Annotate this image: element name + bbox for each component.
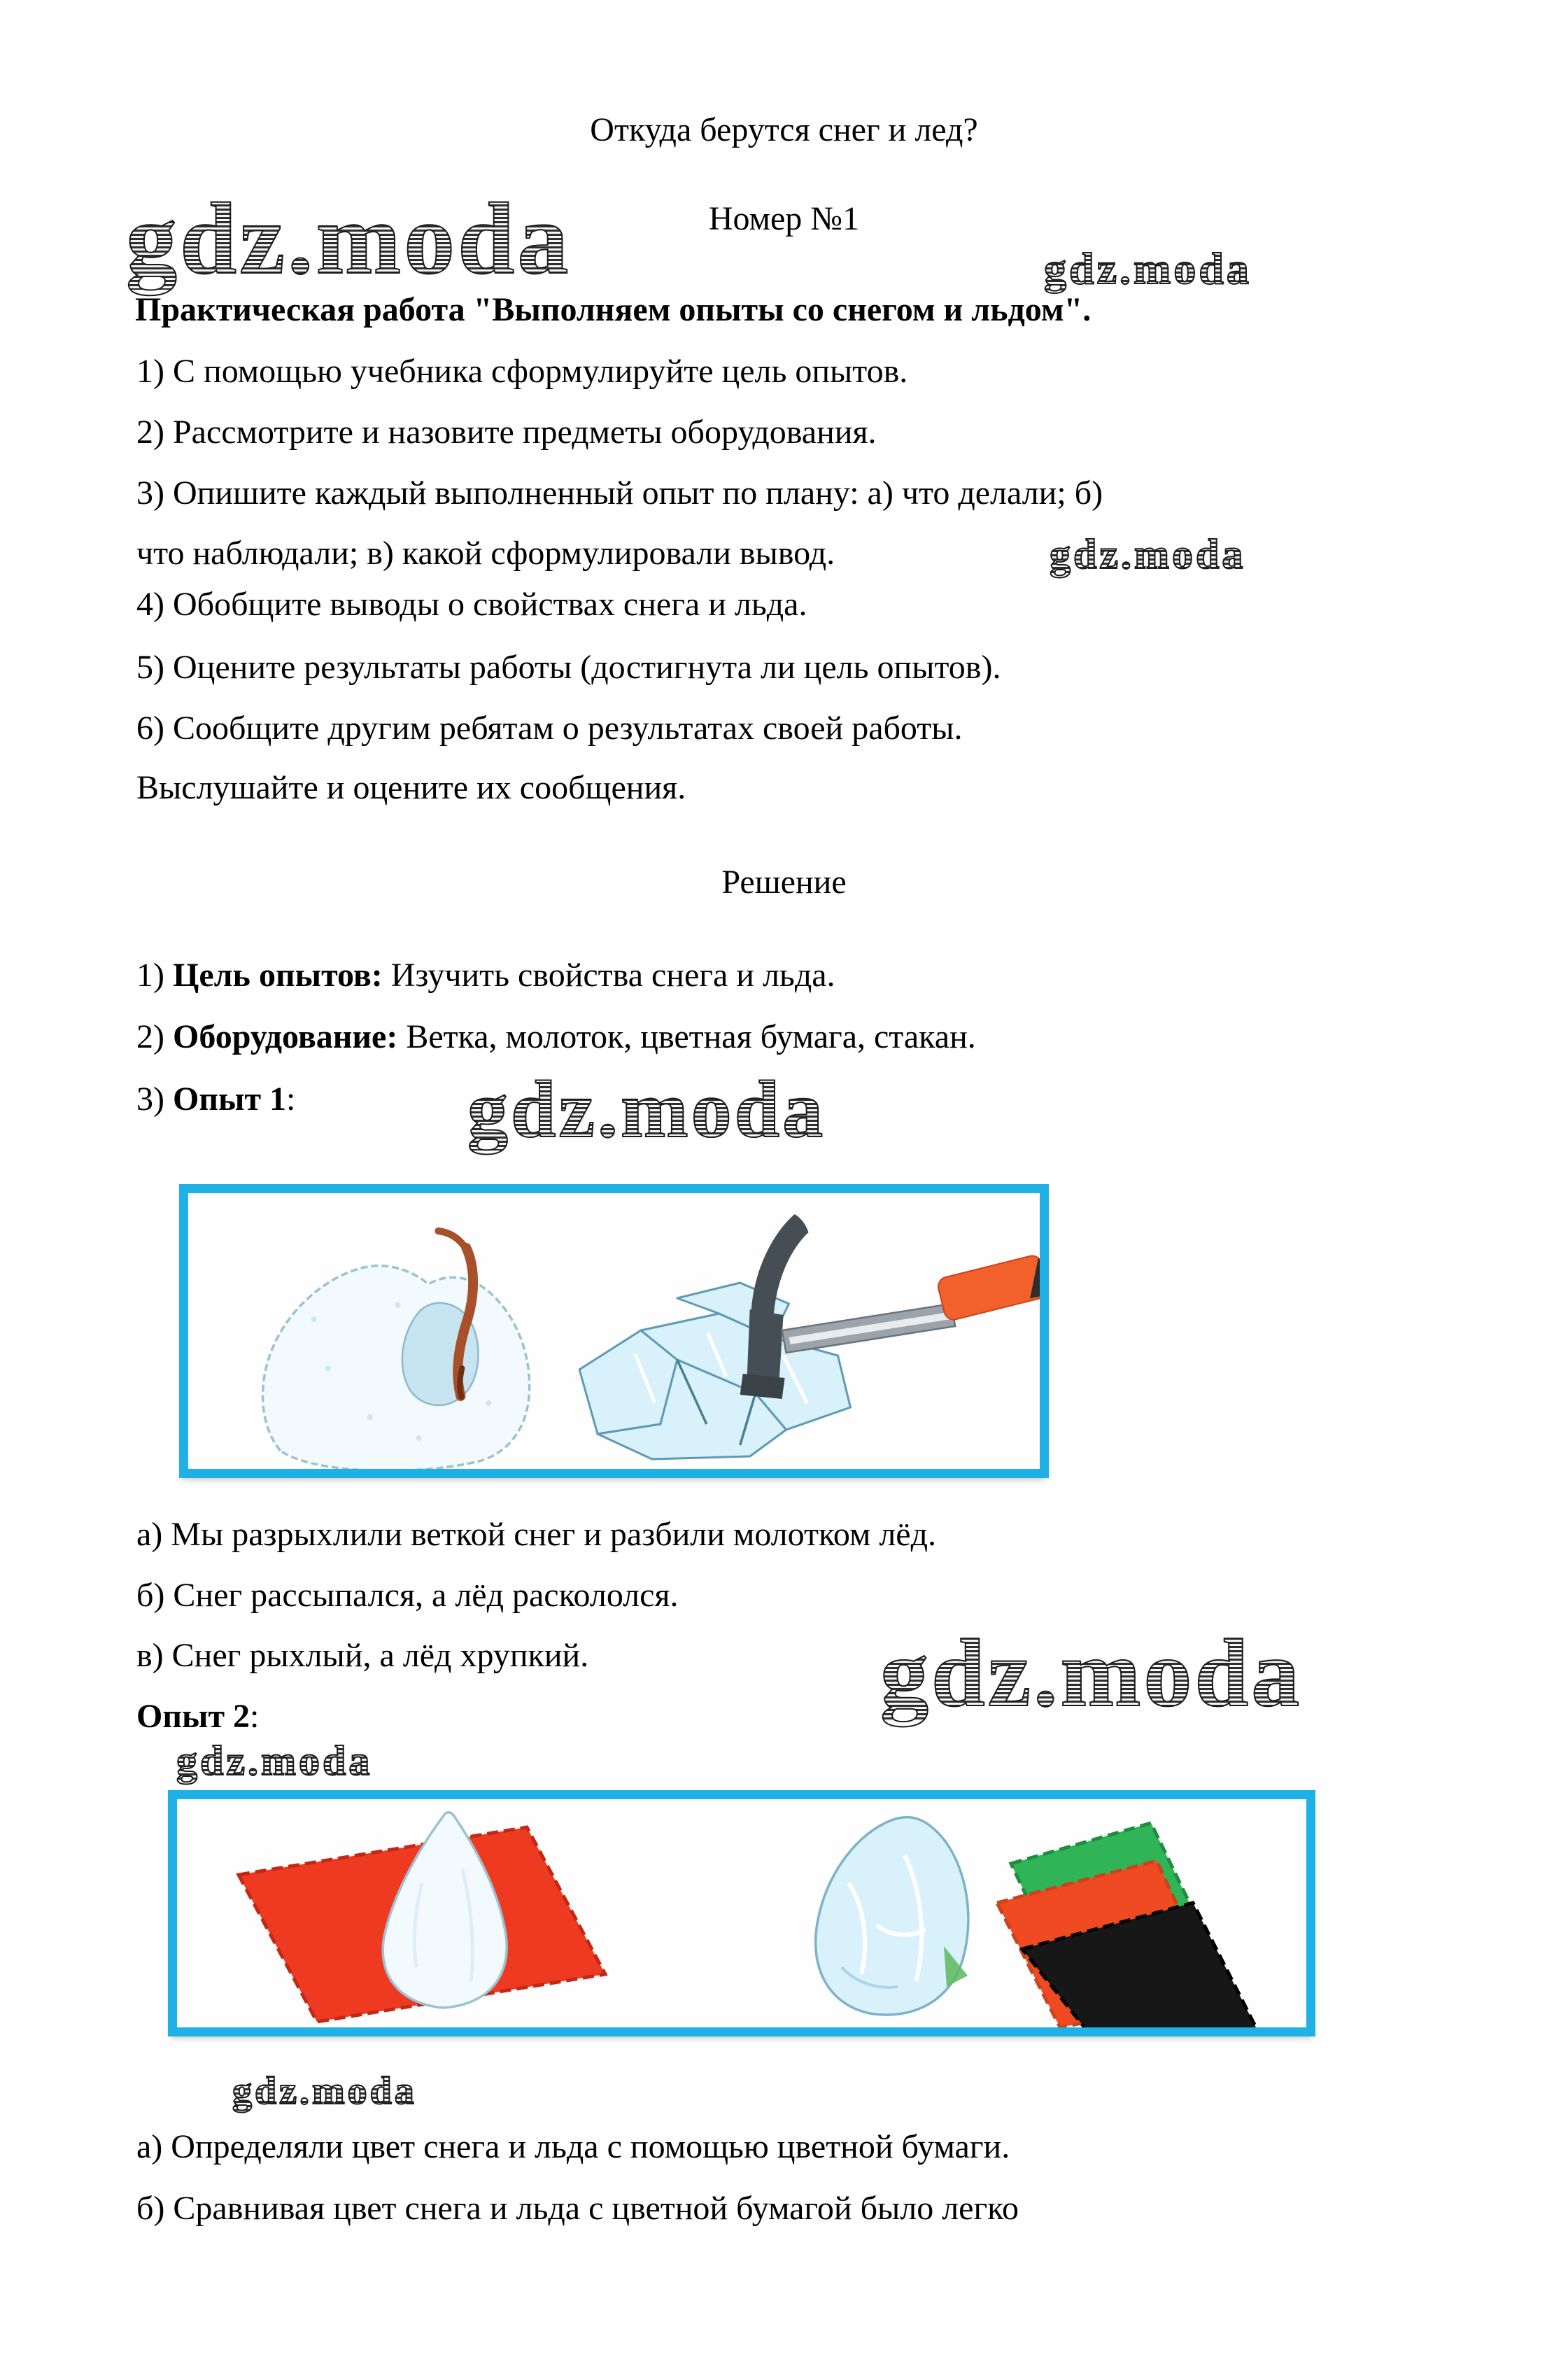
result-line: б) Сравнивая цвет снега и льда с цветной бумагой было легко xyxy=(136,2190,1019,2227)
task-line: 4) Обобщите выводы о свойствах снега и льда. xyxy=(136,586,807,623)
result-line: а) Определяли цвет снега и льда с помощью цветной бумаги. xyxy=(136,2128,1010,2165)
experiment-2-illustration xyxy=(177,1799,1306,2027)
ice-blocks-illustration xyxy=(579,1283,850,1459)
equipment-label: Оборудование: xyxy=(172,1018,398,1055)
watermark-text: gdz.moda xyxy=(1050,531,1246,577)
goal-text: Изучить свойства снега и льда. xyxy=(382,957,835,994)
figure-experiment-1 xyxy=(179,1184,1049,1478)
watermark-text: gdz.moda xyxy=(126,182,572,295)
task-line: 2) Рассмотрите и назовите предметы оборудования. xyxy=(136,414,877,451)
task-line: Выслушайте и оцените их сообщения. xyxy=(136,769,686,806)
experiment-2-heading xyxy=(136,1697,259,1736)
solution-heading: Решение xyxy=(721,864,847,901)
item-number: 3) xyxy=(136,1081,173,1118)
item-number: 2) xyxy=(136,1018,173,1055)
equipment-text: Ветка, молоток, цветная бумага, стакан. xyxy=(397,1018,976,1055)
number-heading: Номер №1 xyxy=(708,200,860,237)
experiment-1-illustration xyxy=(188,1193,1040,1469)
task-line: что наблюдали; в) какой сформулировали вывод. xyxy=(136,535,835,572)
result-line: а) Мы разрыхлили веткой снег и разбили молотком лёд. xyxy=(136,1516,936,1553)
ice-chunk-illustration xyxy=(816,1817,968,2015)
solution-goal-line xyxy=(136,956,835,994)
figure-experiment-2 xyxy=(168,1790,1315,2036)
task-line: 6) Сообщите другим ребятам о результатах своей работы. xyxy=(136,710,963,747)
task-line: 5) Оцените результаты работы (достигнута ли цель опытов). xyxy=(136,649,1001,686)
watermark-text: gdz.moda xyxy=(232,2069,417,2113)
page-title: Откуда берутся снег и лед? xyxy=(590,111,978,148)
colon: : xyxy=(286,1081,296,1118)
item-number: 1) xyxy=(136,957,173,994)
watermark-text: gdz.moda xyxy=(176,1738,373,1784)
watermark-text: gdz.moda xyxy=(880,1619,1303,1726)
experiment-1-heading xyxy=(136,1080,295,1118)
task-line: 3) Опишите каждый выполненный опыт по плану: а) что делали; б) xyxy=(136,474,1103,512)
colon: : xyxy=(250,1698,260,1735)
watermark-text: gdz.moda xyxy=(467,1065,826,1155)
snow-pile-illustration xyxy=(263,1266,530,1469)
result-line: б) Снег рассыпался, а лёд раскололся. xyxy=(136,1577,679,1614)
experiment-2-label: Опыт 2 xyxy=(136,1698,250,1735)
goal-label: Цель опытов: xyxy=(172,957,383,994)
result-line: в) Снег рыхлый, а лёд хрупкий. xyxy=(136,1637,589,1674)
watermark-text: gdz.moda xyxy=(1044,244,1252,293)
experiment-1-label: Опыт 1 xyxy=(172,1081,287,1118)
task-heading: Практическая работа "Выполняем опыты со снегом и льдом". xyxy=(135,291,1092,328)
task-line: 1) С помощью учебника сформулируйте цель опытов. xyxy=(136,353,908,390)
solution-equipment-line xyxy=(136,1018,976,1056)
